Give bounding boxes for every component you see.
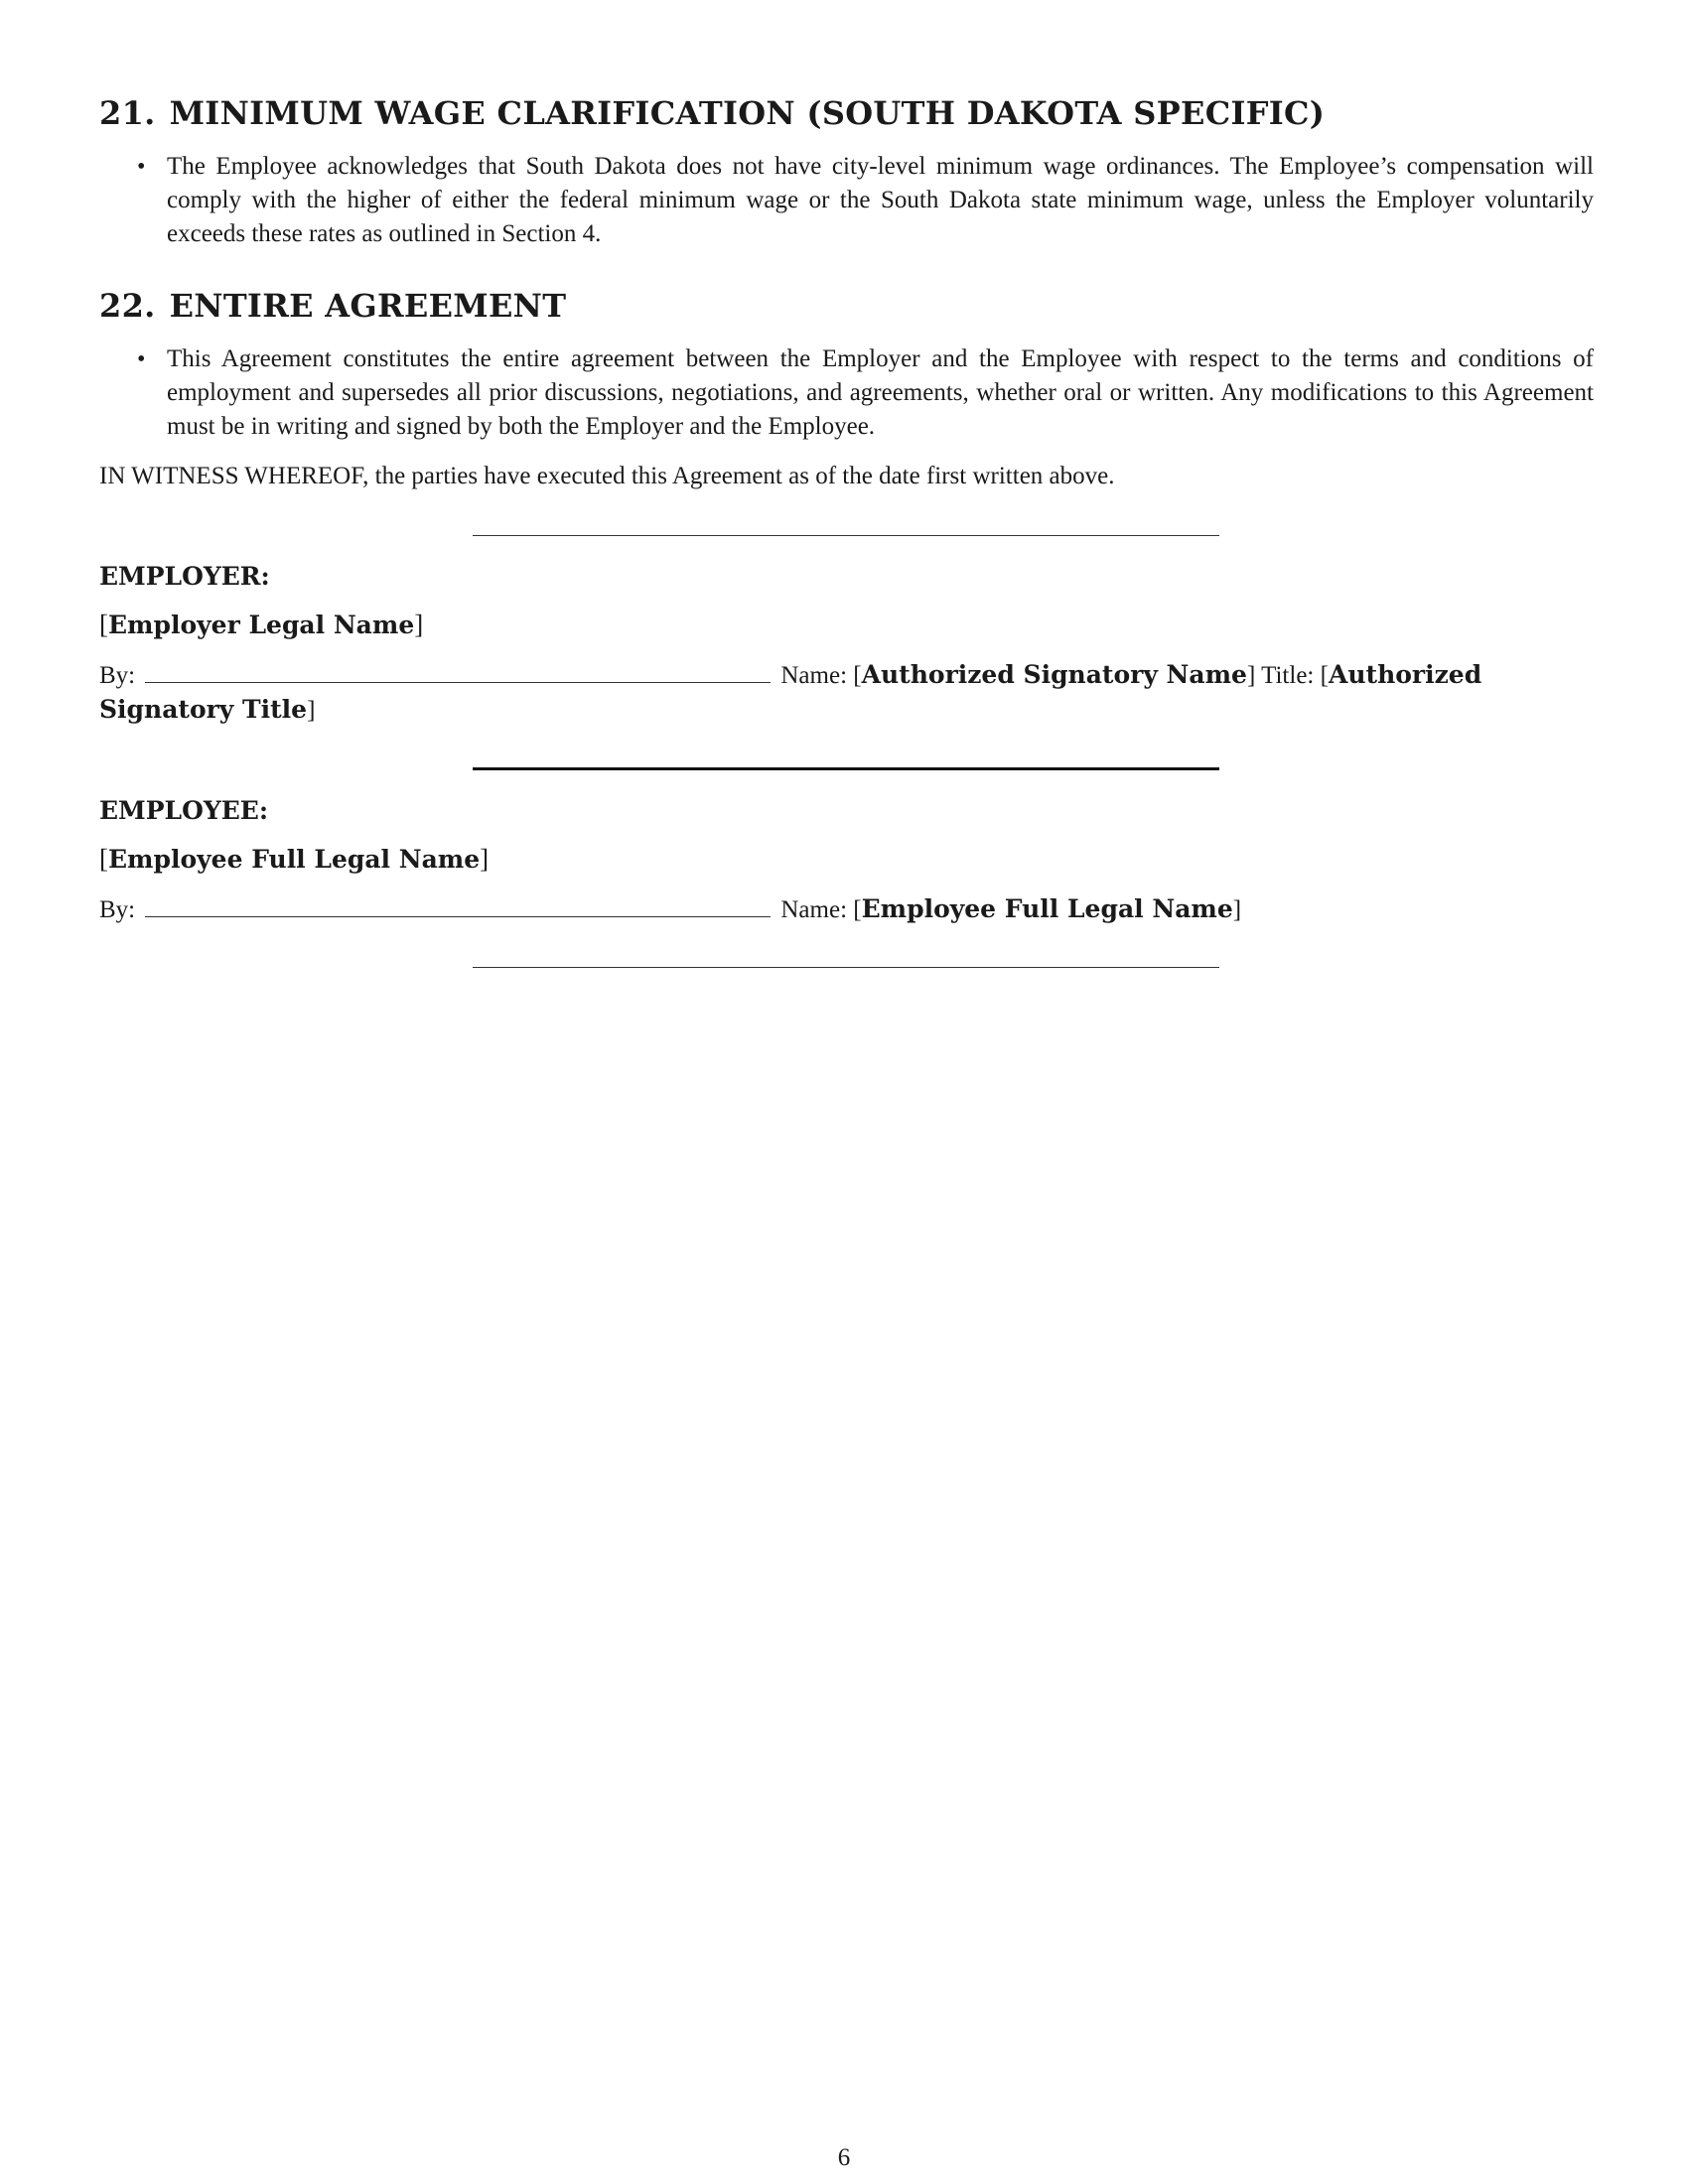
employee-signature-line: By: Name: [Employee Full Legal Name] <box>99 894 1242 923</box>
divider-rule <box>473 967 1219 968</box>
section-22-title: ENTIRE AGREEMENT <box>169 287 567 325</box>
bracket-open: [ <box>99 844 108 874</box>
employee-label: EMPLOYEE: <box>99 796 269 825</box>
employer-legal-name-text: Employer Legal Name <box>108 611 415 639</box>
bracket-open: [ <box>99 610 108 639</box>
section-22-bullet: • This Agreement constitutes the entire agreement between the Employer and the Employee with respect to the terms and conditions of employment and supersedes all prior discussions, negotiations, and agreements, whether oral or written. Any modifications to this Agreement must be in writing and signed by both the Employer and the Employee. <box>167 342 1594 444</box>
employee-signature-field[interactable] <box>145 894 771 917</box>
document-page <box>99 94 1594 968</box>
employer-by-label: By: <box>99 662 136 689</box>
section-21-list <box>99 150 1594 251</box>
witness-clause: IN WITNESS WHEREOF, the parties have executed this Agreement as of the date first written above. <box>99 463 1115 489</box>
divider-rule-thick <box>473 767 1219 770</box>
section-21-heading <box>99 94 1594 132</box>
employer-title-label: Title: <box>1261 662 1315 689</box>
section-21-bullet: • The Employee acknowledges that South Dakota does not have city-level minimum wage ordinances. The Employee’s compensation will comply with the higher of either the federal minimum wage or the South Dakota state minimum wage, unless the Employer voluntarily exceeds these rates as outlined in Section 4. <box>167 150 1594 251</box>
employer-name-label: Name: <box>780 662 848 689</box>
employee-name-label: Name: <box>780 896 848 923</box>
employee-legal-name-text: Employee Full Legal Name <box>108 845 481 874</box>
section-22-heading <box>99 287 1594 325</box>
section-22-list <box>99 342 1594 444</box>
employer-signature-line: By: Name: [Authorized Signatory Name] Title: [Authorized Signatory Title] <box>99 660 1482 724</box>
employee-by-label: By: <box>99 896 136 923</box>
employer-signature-field[interactable] <box>145 660 771 683</box>
employer-label: EMPLOYER: <box>99 562 270 591</box>
bracket-close: ] <box>480 844 490 874</box>
bracket-close: ] <box>414 610 424 639</box>
employer-signatory-name: Authorized Signatory Name <box>861 660 1247 689</box>
section-22-number: 22. <box>99 287 156 325</box>
employer-signatory-title: Authorized Signatory Title <box>99 660 1482 724</box>
section-21-number: 21. <box>99 94 156 132</box>
employee-legal-name <box>99 842 1594 877</box>
divider-rule <box>473 535 1219 536</box>
employer-legal-name <box>99 608 1594 642</box>
employee-signatory-name: Employee Full Legal Name <box>861 894 1233 923</box>
section-21-title: MINIMUM WAGE CLARIFICATION (SOUTH DAKOTA SPECIFIC) <box>169 94 1326 132</box>
page-number: 6 <box>837 2144 851 2171</box>
